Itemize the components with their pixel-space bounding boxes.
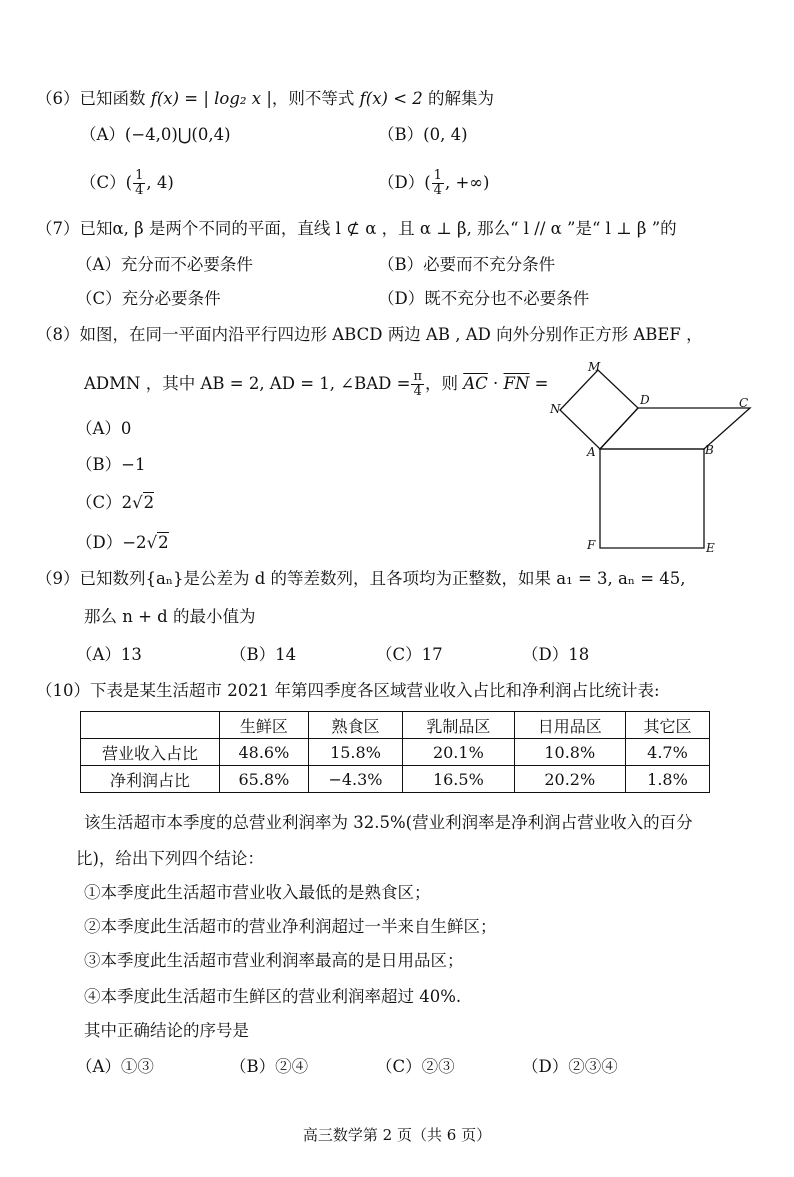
q6-option-d (378, 166, 489, 200)
option-text: ①③ (120, 1057, 154, 1076)
option-coefficient: 2 (121, 493, 133, 512)
table-header-cell: 日用品区 (514, 712, 625, 739)
q8-option-b (76, 454, 145, 476)
option-text: (0, 4) (423, 125, 468, 144)
option-text: −1 (121, 455, 146, 474)
table-header-cell: 生鲜区 (220, 712, 309, 739)
option-label: （A） (80, 125, 125, 144)
q10-ask: 其中正确结论的序号是 (84, 1021, 249, 1040)
table-cell: 65.8% (220, 766, 309, 793)
option-label: （D） (522, 645, 569, 664)
q8-stem-line2-b: ，则 (424, 374, 458, 393)
q9-option-a (76, 644, 142, 666)
table-header-cell: 熟食区 (308, 712, 402, 739)
page-footer: 高三数学第 2 页（共 6 页） (302, 1126, 492, 1144)
q9-stem-text: 已知数列{aₙ}是公差为 d 的等差数列，且各项均为正整数，如果 a₁ = 3, aₙ = 45, (79, 569, 686, 588)
option-coefficient: −2 (122, 533, 147, 552)
q8-stem-text: 如图，在同一平面内沿平行四边形 ABCD 两边 AB , AD 向外分别作正方形 ABEF ， (79, 325, 703, 344)
q6-stem-b: ，则不等式 (271, 89, 355, 108)
q10-paragraph-line1: 该生活超市本季度的总营业利润率为 32.5%(营业利润率是净利润占营业收入的百分 (84, 813, 693, 832)
q8-number: （8） (36, 325, 80, 344)
q6-option-c (80, 166, 174, 200)
q10-option-d (522, 1056, 618, 1078)
q9-stem-line1 (36, 568, 686, 590)
q10-option-c (376, 1056, 455, 1078)
option-label: （D） (522, 1057, 569, 1076)
sqrt-radicand: 2 (158, 533, 169, 552)
q7-option-c (76, 288, 221, 310)
q10-option-b (230, 1056, 308, 1078)
q10-stem-text: 下表是某生活超市 2021 年第四季度各区域营业收入占比和净利润占比统计表: (90, 681, 660, 700)
q9-number: （9） (36, 569, 80, 588)
dot-product: · (487, 374, 504, 393)
table-cell: 10.8% (514, 739, 625, 766)
q10-paragraph-line2: 比)，给出下列四个结论： (76, 849, 264, 868)
q9-stem-line2: 那么 n + d 的最小值为 (84, 607, 256, 626)
q10-number: （10） (36, 681, 90, 700)
option-text: 充分而不必要条件 (120, 255, 253, 274)
point-label-b: B (705, 443, 714, 457)
option-text: (−4,0)⋃(0,4) (124, 125, 231, 144)
q6-stem (36, 88, 494, 110)
option-label: （B） (378, 255, 424, 274)
q10-conclusion-3: ③本季度此生活超市营业利润率最高的是日用品区； (84, 951, 464, 970)
table-row-label: 营业收入占比 (81, 739, 220, 766)
table-cell: 48.6% (220, 739, 309, 766)
q10-conclusion-4: ④本季度此生活超市生鲜区的营业利润率超过 40%. (84, 987, 462, 1006)
q10-conclusion-1: ①本季度此生活超市营业收入最低的是熟食区； (84, 883, 431, 902)
vector-ac: $\overline{AC}$ (463, 374, 488, 393)
option-text: ②③ (421, 1057, 455, 1076)
table-cell: 15.8% (308, 739, 402, 766)
q8-stem-line1 (36, 324, 703, 346)
q7-option-b (378, 254, 555, 276)
q6-option-a (80, 124, 231, 146)
q7-option-a (76, 254, 253, 276)
point-label-d: D (640, 393, 650, 407)
option-label: （D） (378, 173, 425, 192)
q6-inequality: f(x) < 2 (359, 89, 423, 108)
table-row (81, 739, 710, 766)
q8-option-d (76, 532, 169, 554)
q7-stem (36, 218, 677, 240)
fraction-numerator: π (413, 369, 422, 384)
option-text: 18 (568, 645, 590, 664)
fraction-denominator: 4 (135, 183, 144, 198)
option-close: , +∞) (444, 173, 490, 192)
table-cell: 16.5% (403, 766, 514, 793)
q8-stem-line2-c: = (529, 374, 549, 393)
option-text: 既不充分也不必要条件 (424, 289, 590, 308)
option-text: 充分必要条件 (121, 289, 221, 308)
table-cell: 20.1% (403, 739, 514, 766)
fraction (432, 169, 444, 198)
option-close: , 4) (146, 173, 174, 192)
option-label: （D） (378, 289, 425, 308)
option-label: （C） (76, 493, 122, 512)
q8-figure (540, 356, 770, 562)
q9-option-d (522, 644, 589, 666)
option-label: （B） (230, 645, 276, 664)
table-cell: 1.8% (625, 766, 709, 793)
option-label: （A） (76, 255, 121, 274)
point-label-m: M (588, 360, 601, 374)
option-open: ( (125, 173, 133, 192)
table-row (81, 766, 710, 793)
q10-option-a (76, 1056, 154, 1078)
point-label-n: N (550, 402, 561, 416)
q9-option-c (376, 644, 443, 666)
option-text: 17 (421, 645, 443, 664)
point-label-c: C (739, 396, 749, 410)
option-label: （C） (376, 645, 422, 664)
q8-option-a (76, 418, 131, 440)
table-cell: −4.3% (308, 766, 402, 793)
fraction-denominator: 4 (433, 183, 442, 198)
q10-conclusion-2: ②本季度此生活超市的营业净利润超过一半来自生鲜区； (84, 917, 497, 936)
q8-stem-line2-a: ADMN ，其中 AB = 2, AD = 1, ∠BAD = (84, 374, 411, 393)
q10-stem (36, 680, 660, 702)
fraction-numerator: 1 (433, 168, 442, 183)
q6-number: （6） (36, 89, 80, 108)
option-label: （B） (378, 125, 424, 144)
option-text: 14 (275, 645, 297, 664)
sqrt-radicand: 2 (143, 493, 155, 512)
point-label-a: A (587, 445, 596, 459)
q6-option-b (378, 124, 468, 146)
point-label-e: E (706, 541, 715, 555)
table-header-cell (81, 712, 220, 739)
table-row-label: 净利润占比 (81, 766, 220, 793)
fraction-denominator: 4 (413, 384, 422, 399)
fraction (411, 370, 424, 399)
q6-stem-c: 的解集为 (428, 89, 495, 108)
parallelogram-abcd (600, 408, 750, 449)
vector-fn: $\overline{FN}$ (503, 374, 530, 393)
option-open: ( (424, 173, 431, 192)
option-text: 13 (120, 645, 142, 664)
fraction-numerator: 1 (135, 168, 144, 183)
table-header-cell: 乳制品区 (403, 712, 514, 739)
table-cell: 4.7% (625, 739, 709, 766)
square-admn (560, 370, 638, 449)
fraction (133, 169, 145, 198)
square-abef (600, 449, 704, 548)
option-text: 必要而不充分条件 (423, 255, 556, 274)
q6-stem-a: 已知函数 (79, 89, 146, 108)
point-label-f: F (587, 538, 596, 552)
stats-table (80, 711, 710, 793)
option-label: （B） (230, 1057, 276, 1076)
q7-stem-text: 已知α, β 是两个不同的平面，直线 l ⊄ α ，且 α ⊥ β, 那么“ l // α ”是“ l ⊥ β ”的 (79, 219, 677, 238)
sqrt-symbol: √ (146, 533, 158, 552)
q7-option-d (378, 288, 589, 310)
table-header-cell: 其它区 (625, 712, 709, 739)
option-label: （A） (76, 419, 121, 438)
option-label: （A） (76, 645, 121, 664)
q6-function: f(x) = | log₂ x | (150, 89, 272, 108)
option-text: ②④ (275, 1057, 309, 1076)
table-cell: 20.2% (514, 766, 625, 793)
option-label: （C） (80, 173, 126, 192)
q8-stem-line2 (84, 364, 549, 404)
option-label: （A） (76, 1057, 121, 1076)
q8-option-c (76, 492, 154, 514)
sqrt-symbol: √ (132, 493, 143, 512)
q7-number: （7） (36, 219, 80, 238)
option-label: （C） (376, 1057, 422, 1076)
option-label: （B） (76, 455, 122, 474)
option-text: 0 (120, 419, 132, 438)
option-label: （C） (76, 289, 122, 308)
option-label: （D） (76, 533, 123, 552)
table-header-row (81, 712, 710, 739)
option-text: ②③④ (568, 1057, 618, 1076)
q9-option-b (230, 644, 296, 666)
